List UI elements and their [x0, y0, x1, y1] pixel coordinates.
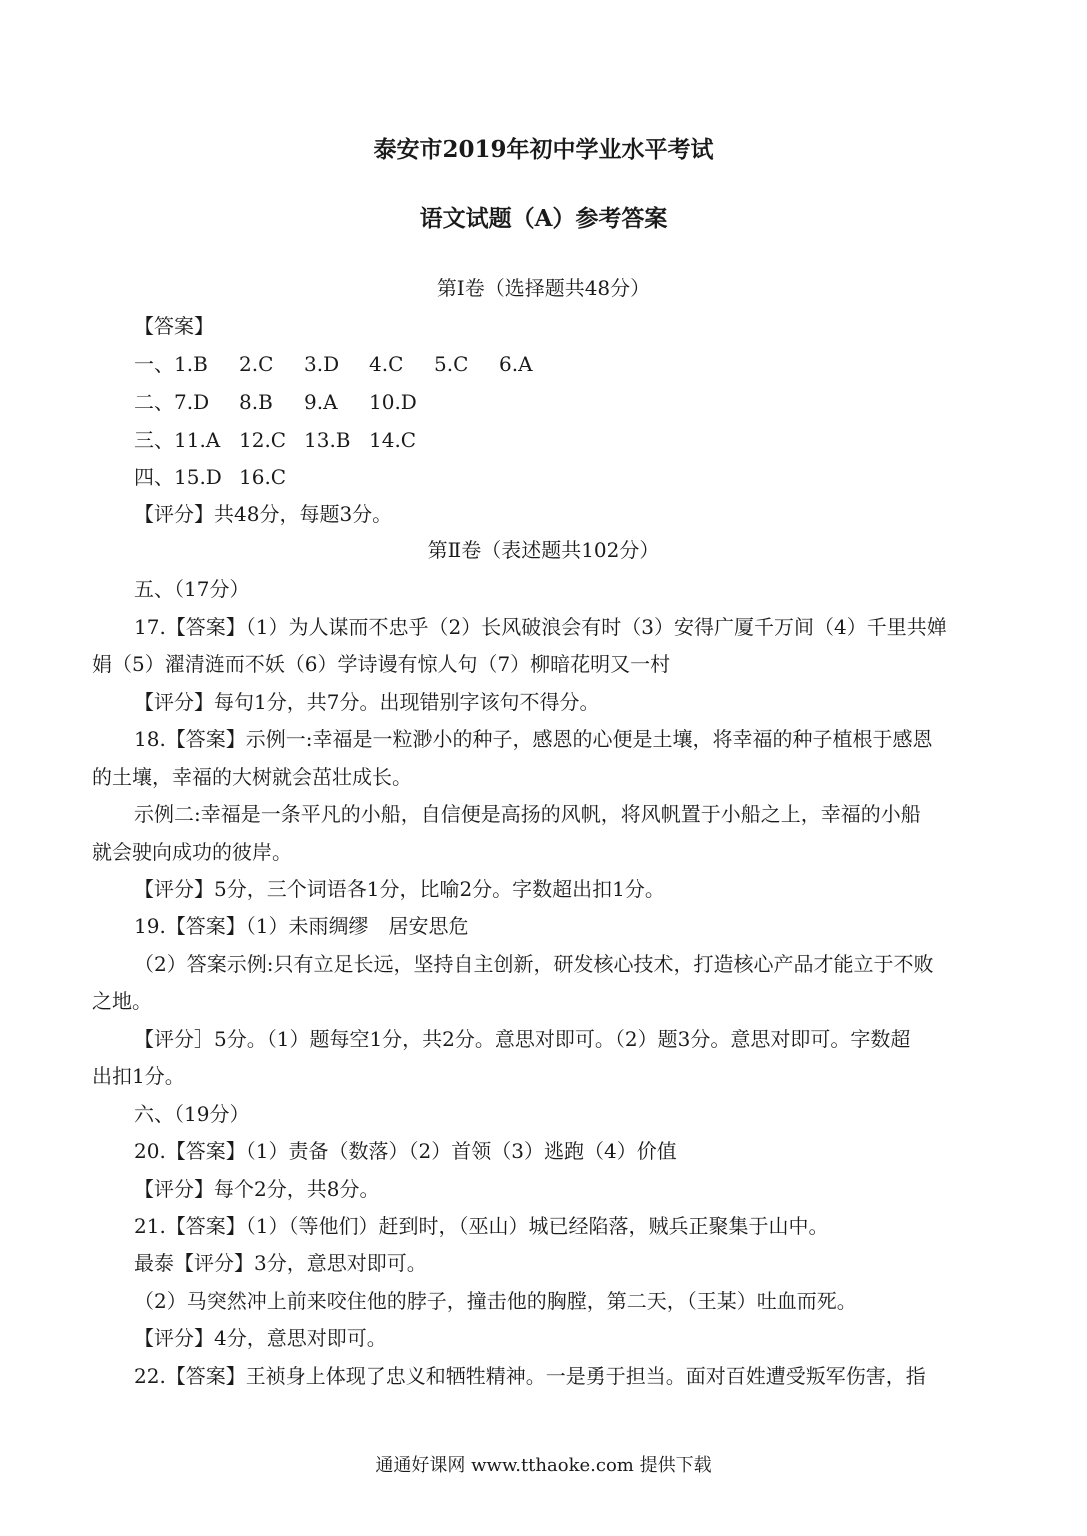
q19-answer-2: （2）答案示例:只有立足长远，坚持自主创新，研发核心技术，打造核心产品才能立于不败	[134, 952, 934, 976]
answer-item: 5.C	[434, 352, 469, 376]
q18-scoring: 【评分】5分，三个词语各1分，比喻2分。字数超出扣1分。	[134, 877, 665, 901]
answer-item: 11.A	[174, 428, 221, 452]
row-prefix: 一、	[134, 352, 174, 376]
document-subtitle: 语文试题（A）参考答案	[419, 205, 668, 232]
q19-scoring: 【评分］5分。（1）题每空1分，共2分。意思对即可。（2）题3分。意思对即可。字数超	[134, 1027, 911, 1051]
answer-item: 1.B	[174, 352, 208, 376]
row-prefix: 二、	[134, 390, 174, 414]
answer-item: 4.C	[369, 352, 404, 376]
q18-example-2: 示例二:幸福是一条平凡的小船，自信便是高扬的风帆，将风帆置于小船之上，幸福的小船	[134, 802, 921, 826]
q21-answer-2: （2）马突然冲上前来咬住他的脖子，撞击他的胸膛，第二天，（王某）吐血而死。	[134, 1289, 857, 1313]
answer-row-4	[134, 461, 304, 490]
answer-item: 16.C	[239, 465, 287, 489]
answer-item: 13.B	[304, 428, 351, 452]
q17-scoring: 【评分】每句1分，共7分。出现错别字该句不得分。	[134, 690, 600, 714]
answer-item: 7.D	[174, 390, 210, 414]
answer-item: 12.C	[239, 428, 287, 452]
q20-answer: 20.【答案】（1）责备（数落）（2）首领（3）逃跑（4）价值	[134, 1139, 677, 1163]
answer-item: 2.C	[239, 352, 274, 376]
answer-item: 8.B	[239, 390, 273, 414]
q22-answer: 22.【答案】王祯身上体现了忠义和牺牲精神。一是勇于担当。面对百姓遭受叛军伤害，指	[134, 1364, 926, 1388]
row-prefix: 四、	[134, 465, 174, 489]
q19-answer: 19.【答案】（1）未雨绸缪 居安思危	[134, 914, 469, 938]
part1-scoring: 【评分】共48分，每题3分。	[134, 502, 393, 526]
page-footer: 通通好课网 www.tthaoke.com 提供下载	[375, 1455, 712, 1476]
q21-scoring-2: 【评分】4分，意思对即可。	[134, 1326, 387, 1350]
answer-label: 【答案】	[134, 314, 214, 338]
answer-row-2	[134, 386, 434, 415]
section-6-heading: 六、（19分）	[134, 1102, 250, 1126]
q18-answer: 18.【答案】示例一:幸福是一粒渺小的种子，感恩的心便是土壤，将幸福的种子植根于感恩	[134, 727, 933, 751]
q20-scoring: 【评分】每个2分，共8分。	[134, 1177, 380, 1201]
q19-scoring-cont: 出扣1分。	[92, 1064, 185, 1088]
answer-item: 9.A	[304, 390, 338, 414]
q21-scoring-1: 最泰【评分】3分，意思对即可。	[134, 1251, 427, 1275]
q17-answer-cont: 娟（5）濯清涟而不妖（6）学诗谩有惊人句（7）柳暗花明又一村	[92, 652, 671, 676]
answer-item: 15.D	[174, 465, 222, 489]
answer-row-3	[134, 424, 434, 453]
answer-row-1	[134, 348, 564, 377]
row-prefix: 三、	[134, 428, 174, 452]
q19-answer-2-cont: 之地。	[92, 989, 152, 1013]
answer-item: 3.D	[304, 352, 340, 376]
q18-answer-cont: 的土壤，幸福的大树就会茁壮成长。	[92, 765, 412, 789]
part2-heading: 第Ⅱ卷（表述题共102分）	[427, 538, 660, 562]
section-5-heading: 五、（17分）	[134, 577, 250, 601]
answer-item: 6.A	[499, 352, 533, 376]
q18-example-2-cont: 就会驶向成功的彼岸。	[92, 840, 292, 864]
document-title: 泰安市2019年初中学业水平考试	[373, 136, 714, 163]
q17-answer: 17.【答案】（1）为人谋而不忠乎（2）长风破浪会有时（3）安得广厦千万间（4）千里共婵	[134, 615, 947, 639]
answer-item: 10.D	[369, 390, 417, 414]
part1-heading: 第Ⅰ卷（选择题共48分）	[436, 276, 651, 300]
q21-answer-1: 21.【答案】（1）（等他们）赶到时，（巫山）城已经陷落，贼兵正聚集于山中。	[134, 1214, 829, 1238]
answer-item: 14.C	[369, 428, 417, 452]
